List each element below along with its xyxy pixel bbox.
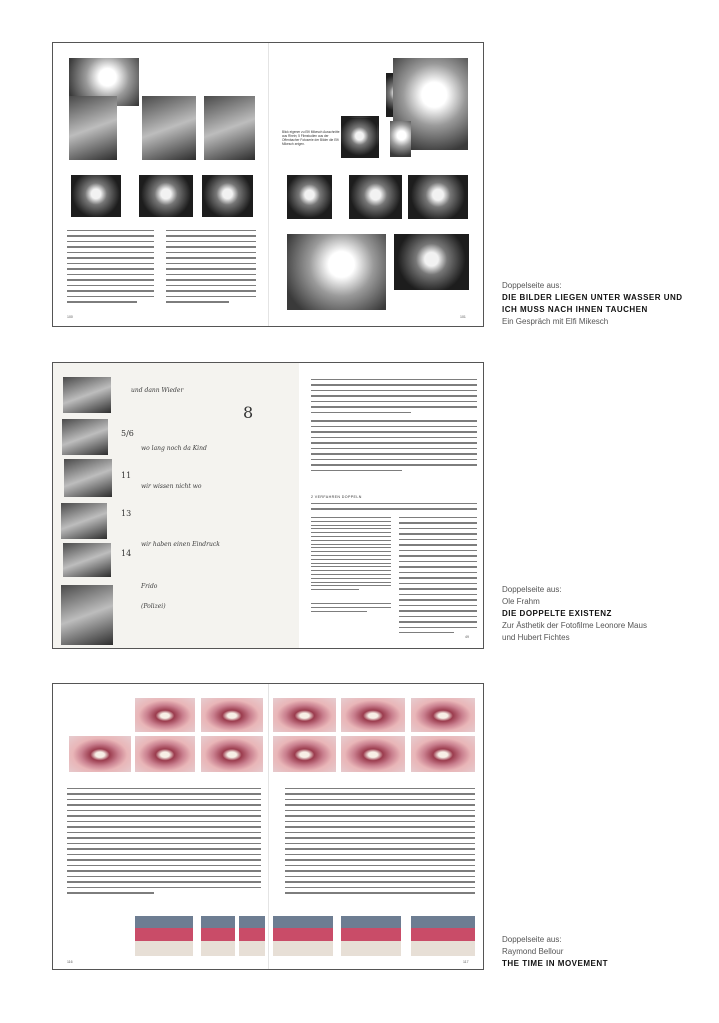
mouth-photo xyxy=(273,698,336,732)
label-prefix: Doppelseite aus: xyxy=(502,281,562,290)
page-number: 116 xyxy=(67,960,73,964)
label-title: THE TIME IN MOVEMENT xyxy=(502,959,608,968)
body-text-column xyxy=(67,788,261,898)
photo xyxy=(287,234,386,310)
photo xyxy=(273,916,333,956)
photo xyxy=(341,916,401,956)
handwritten-note: und dann Wieder xyxy=(131,387,184,394)
spread-3 xyxy=(52,683,484,970)
label-subtitle: Ein Gespräch mit Elfi Mikesch xyxy=(502,317,609,326)
label-title: DIE BILDER LIEGEN UNTER WASSER UND xyxy=(502,293,683,302)
mouth-photo xyxy=(201,736,263,772)
handwritten-number: 13 xyxy=(121,509,132,518)
mouth-photo xyxy=(135,698,195,732)
film-frame-photo xyxy=(63,377,111,413)
handwritten-note: wir wissen nicht wo xyxy=(141,483,202,490)
mouth-photo xyxy=(411,736,475,772)
mouth-photo xyxy=(201,698,263,732)
photo xyxy=(239,916,265,956)
page-number: 117 xyxy=(463,960,469,964)
photo xyxy=(71,175,121,217)
photo xyxy=(202,175,253,217)
page-number: 49 xyxy=(465,635,469,639)
label-author: Ole Frahm xyxy=(502,597,540,606)
photo xyxy=(69,96,117,160)
photo xyxy=(342,118,377,158)
photo xyxy=(349,175,402,219)
film-frame-photo xyxy=(61,585,113,645)
film-frame-photo xyxy=(62,419,108,455)
spread-1 xyxy=(52,42,484,327)
footnotes-column xyxy=(311,517,391,614)
body-text-column xyxy=(311,379,477,475)
photo xyxy=(204,96,255,160)
spread-gutter xyxy=(268,43,269,326)
photo xyxy=(142,96,196,160)
handwritten-note: wo lang noch da Kind xyxy=(141,445,207,452)
label-prefix: Doppelseite aus: xyxy=(502,585,562,594)
label-author: Raymond Bellour xyxy=(502,947,564,956)
photo xyxy=(394,234,469,290)
page-number: 101 xyxy=(460,315,466,319)
label-title: DIE DOPPELTE EXISTENZ xyxy=(502,609,612,618)
body-text-column xyxy=(311,503,477,514)
page-number: 100 xyxy=(67,315,73,319)
film-frame-photo xyxy=(64,459,112,497)
handwritten-number: 11 xyxy=(121,471,132,480)
film-frame-photo xyxy=(61,503,107,539)
label-prefix: Doppelseite aus: xyxy=(502,935,562,944)
handwritten-note: Frido xyxy=(141,583,158,590)
mouth-photo xyxy=(135,736,195,772)
photo-caption: Blick eigener zu Elfi Mikesch Ausschnitte aus Rhein; 5 Filmstudien aus der Offenbacher Fotoserie der Bilder die Elfi Mikesch zeigen. xyxy=(282,130,340,146)
label-subtitle: und Hubert Fichtes xyxy=(502,633,570,642)
spread-2-label xyxy=(502,584,647,644)
label-title: ICH MUSS NACH IHNEN TAUCHEN xyxy=(502,305,648,314)
photo xyxy=(135,916,193,956)
contact-sheet-page xyxy=(53,363,299,648)
body-text-column xyxy=(166,230,256,307)
mouth-photo xyxy=(341,736,405,772)
spread-3-label xyxy=(502,934,608,970)
photo xyxy=(139,175,193,217)
film-frame-photo xyxy=(63,543,111,577)
spread-gutter xyxy=(268,684,269,969)
photo xyxy=(287,175,332,219)
section-heading: 2 VERFAHREN DOPPELN xyxy=(311,495,362,499)
handwritten-note: (Polizei) xyxy=(141,603,166,610)
spread-2 xyxy=(52,362,484,649)
mouth-photo xyxy=(341,698,405,732)
photo xyxy=(411,916,475,956)
body-text-column xyxy=(285,788,475,898)
photo xyxy=(408,175,468,219)
photo xyxy=(390,121,411,157)
photo xyxy=(201,916,235,956)
body-text-column xyxy=(399,517,477,638)
handwritten-number: 14 xyxy=(121,549,132,558)
mouth-photo xyxy=(69,736,131,772)
body-text-column xyxy=(67,230,154,307)
handwritten-number: 8 xyxy=(243,403,254,422)
label-subtitle: Zur Ästhetik der Fotofilme Leonore Maus xyxy=(502,621,647,630)
handwritten-note: wir haben einen Eindruck xyxy=(141,541,220,548)
mouth-photo xyxy=(411,698,475,732)
mouth-photo xyxy=(273,736,336,772)
spread-1-label xyxy=(502,280,683,328)
handwritten-number: 5/6 xyxy=(121,429,134,438)
